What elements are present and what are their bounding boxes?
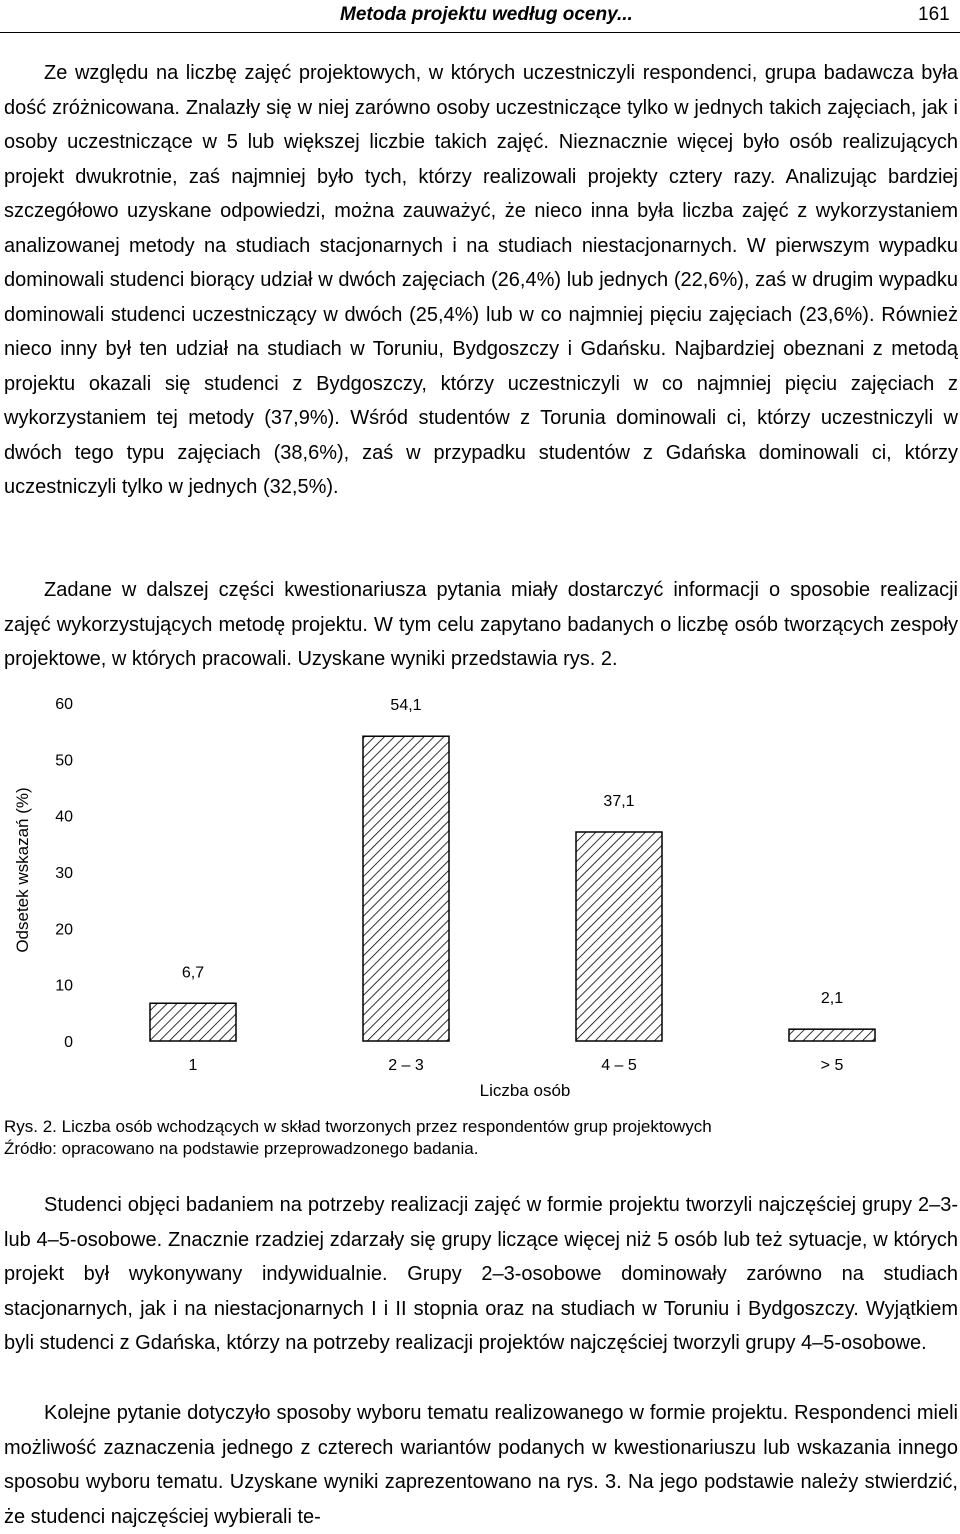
bar xyxy=(789,1029,875,1041)
y-tick-label: 0 xyxy=(64,1034,73,1051)
x-axis-label: Liczba osób xyxy=(479,1081,571,1100)
paragraph-1 xyxy=(4,56,958,505)
figure-source: Źródło: opracowano na podstawie przeprowadzonego badania. xyxy=(4,1139,479,1158)
x-tick-label: 4 – 5 xyxy=(601,1057,637,1074)
bar-chart xyxy=(0,685,960,1110)
paragraph-1-text: Ze względu na liczbę zajęć projektowych, w których uczestniczyli respondenci, grupa badawcza była dość zróżnicowana. Znalazły się w niej zarówno osoby uczestniczące tylko w jednych takich zajęciach, jak i osoby uczestniczące w 5 lub większej liczbie takich zajęć. Nieznacznie więcej było osób realizujących projekt dwukrotnie, zaś najmniej było tych, którzy realizowali projekty cztery razy. Analizując bardziej szczegółowo uzyskane odpowiedzi, można zauważyć, że nieco inna była liczba zajęć z wykorzystaniem analizowanej metody na studiach stacjonarnych i na studiach niestacjonarnych. W pierwszym wypadku dominowali studenci biorący udział w dwóch zajęciach (26,4%) lub jednych (22,6%), zaś w drugim wypadku dominowali studenci uczestniczący w dwóch (25,4%) lub w co najmniej pięciu zajęciach (23,6%). Również nieco inny był ten udział na studiach w Toruniu, Bydgoszczy i Gdańsku. Najbardziej obeznani z metodą projektu okazali się studenci z Bydgoszczy, którzy uczestniczyli w co najmniej pięciu zajęciach z wykorzystaniem tej metody (37,9%). Wśród studentów z Torunia dominowali ci, którzy uczestniczyli w dwóch tego typu zajęciach (38,6%), zaś w przypadku studentów z Gdańska dominowali ci, którzy uczestniczyli tylko w jednych (32,5%). xyxy=(4,62,958,498)
running-header xyxy=(0,0,960,36)
y-axis-label: Odsetek wskazań (%) xyxy=(13,787,32,953)
y-tick-label: 40 xyxy=(55,808,73,826)
figure-caption-block xyxy=(4,1116,954,1160)
y-tick-label: 20 xyxy=(55,921,73,939)
bar-value-label: 6,7 xyxy=(181,964,205,982)
paragraph-3-text: Studenci objęci badaniem na potrzeby realizacji zajęć w formie projektu tworzyli najczęściej grupy 2–3- lub 4–5-osobowe. Znacznie rzadziej zdarzały się grupy liczące więcej niż 5 osób lub też sytuacje, w których projekt był wykonywany indywidualnie. Grupy 2–3-osobowe dominowały zarówno na studiach stacjonarnych, jak i na niestacjonarnych I i II stopnia oraz na studiach w Toruniu i Bydgoszczy. Wyjątkiem byli studenci z Gdańska, którzy na potrzeby realizacji projektów najczęściej tworzyli grupy 4–5-osobowe. xyxy=(4,1194,958,1354)
running-title: Metoda projektu według oceny... xyxy=(340,4,633,25)
x-tick-label: 1 xyxy=(188,1057,198,1074)
paragraph-4-text: Kolejne pytanie dotyczyło sposoby wyboru tematu realizowanego w formie projektu. Respondenci mieli możliwość zaznaczenia jednego z czterech wariantów podanych w kwestionariuszu lub wskazania innego sposobu wyboru tematu. Uzyskane wyniki zaprezentowano na rys. 3. Na jego podstawie należy stwierdzić, że studenci najczęściej wybierali te- xyxy=(4,1402,958,1528)
page-number: 161 xyxy=(918,4,950,25)
bar xyxy=(576,832,662,1041)
bar xyxy=(363,736,449,1041)
figure-caption: Rys. 2. Liczba osób wchodzących w skład tworzonych przez respondentów grup projektowych xyxy=(4,1117,712,1136)
y-tick-label: 60 xyxy=(55,696,73,713)
y-tick-label: 50 xyxy=(55,752,73,770)
x-tick-label: > 5 xyxy=(820,1057,844,1074)
header-rule xyxy=(0,32,960,33)
paragraph-3 xyxy=(4,1188,958,1361)
bar-value-label: 2,1 xyxy=(820,990,844,1008)
x-tick-label: 2 – 3 xyxy=(388,1057,424,1074)
paragraph-2 xyxy=(4,573,958,677)
bar xyxy=(150,1003,236,1041)
chart-svg xyxy=(0,685,960,1110)
paragraph-2-text: Zadane w dalszej części kwestionariusza pytania miały dostarczyć informacji o sposobie realizacji zajęć wykorzystujących metodę projektu. W tym celu zapytano badanych o liczbę osób tworzących zespoły projektowe, w których pracowali. Uzyskane wyniki przedstawia rys. 2. xyxy=(4,579,958,670)
bar-value-label: 54,1 xyxy=(390,697,422,715)
bar-value-label: 37,1 xyxy=(603,793,635,811)
y-tick-label: 10 xyxy=(55,977,73,995)
y-tick-label: 30 xyxy=(55,865,73,882)
paragraph-4 xyxy=(4,1396,958,1534)
